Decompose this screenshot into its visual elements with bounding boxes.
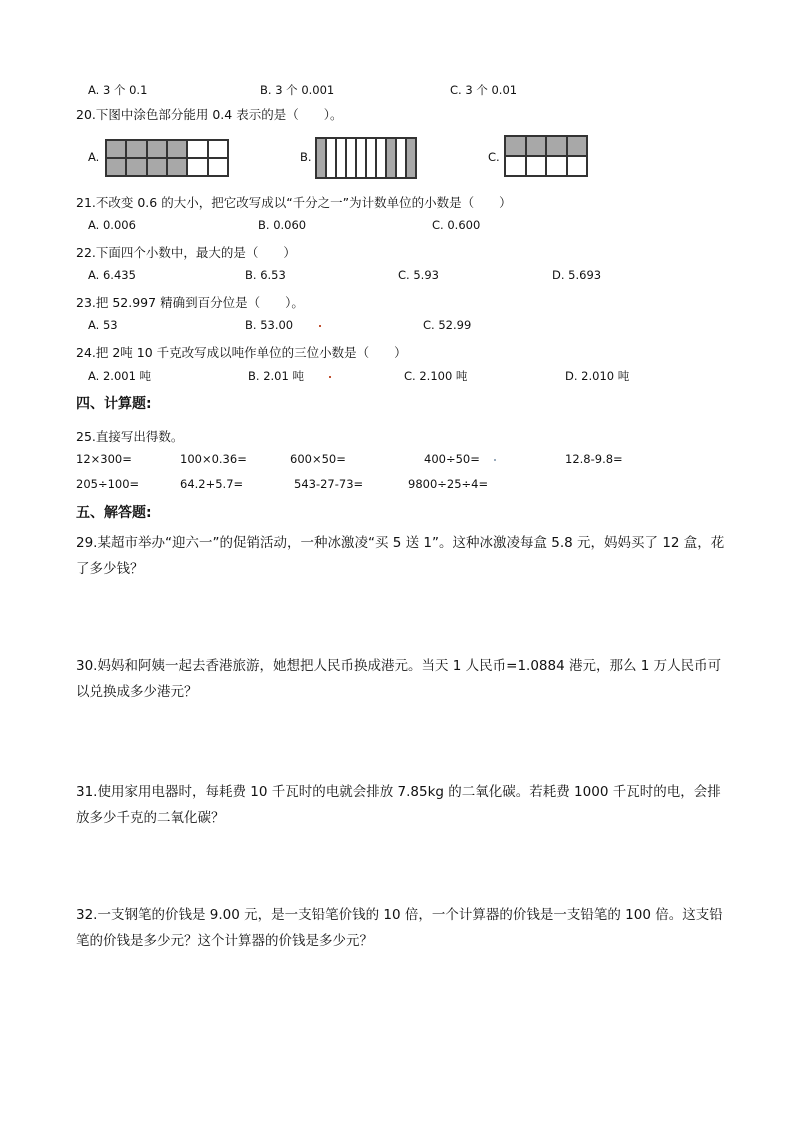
q20-label-b: B. <box>300 150 312 164</box>
grid-cell <box>505 136 526 156</box>
grid-cell <box>147 158 167 176</box>
q32-text: 32.一支钢笔的价钱是 9.00 元，是一支铅笔价钱的 10 倍，一个计算器的价钱是一支铅笔的 100 倍。这支铅笔的价钱是多少元？这个计算器的价钱是多少元？ <box>76 907 723 949</box>
grid-cell <box>126 140 146 158</box>
q23-stem: 23.把 52.997 精确到百分位是（ ）。 <box>76 295 304 310</box>
q19-option-a: A. 3 个 0.1 <box>88 83 148 97</box>
stray-mark <box>319 325 321 327</box>
grid-cell <box>386 138 396 178</box>
q21-option-a: A. 0.006 <box>88 218 136 232</box>
q19-option-c: C. 3 个 0.01 <box>450 83 518 97</box>
calc-item: 600×50= <box>290 452 346 466</box>
q21-option-b: B. 0.060 <box>258 218 307 232</box>
grid-cell <box>187 140 207 158</box>
q22-stem: 22.下面四个小数中，最大的是（ ） <box>76 245 296 260</box>
q24-option-b: B. 2.01 吨 <box>248 369 304 383</box>
grid-cell <box>106 140 126 158</box>
q24-option-a: A. 2.001 吨 <box>88 369 152 383</box>
grid-cell <box>326 138 336 178</box>
calc-item: 543-27-73= <box>294 477 364 491</box>
grid-cell <box>526 136 547 156</box>
grid-cell <box>208 158 228 176</box>
stray-mark <box>494 459 496 461</box>
grid-cell <box>526 156 547 176</box>
q29-text: 29.某超市举办“迎六一”的促销活动，一种冰激凌“买 5 送 1”。这种冰激凌每盒 5.8 元，妈妈买了 12 盒，花了多少钱？ <box>76 535 725 577</box>
stray-mark <box>329 376 331 378</box>
calc-item: 64.2+5.7= <box>180 477 244 491</box>
grid-cell <box>106 158 126 176</box>
q21-option-c: C. 0.600 <box>432 218 481 232</box>
grid-cell <box>208 140 228 158</box>
grid-cell <box>567 136 588 156</box>
section-heading-word-problems: 五、解答题: <box>76 505 152 521</box>
calc-item: 205÷100= <box>76 477 140 491</box>
grid-cell <box>167 158 187 176</box>
q22-option-c: C. 5.93 <box>398 268 439 282</box>
section-heading-calculation: 四、计算题: <box>76 396 152 412</box>
grid-cell <box>366 138 376 178</box>
grid-cell <box>396 138 406 178</box>
grid-cell <box>126 158 146 176</box>
grid-cell <box>316 138 326 178</box>
q24-stem: 24.把 2吨 10 千克改写成以吨作单位的三位小数是（ ） <box>76 345 407 360</box>
grid-cell <box>505 156 526 176</box>
q22-option-d: D. 5.693 <box>552 268 602 282</box>
q25-stem: 25.直接写出得数。 <box>76 429 184 444</box>
calc-item: 400÷50= <box>424 452 480 466</box>
q31-text: 31.使用家用电器时，每耗费 10 千瓦时的电就会排放 7.85kg 的二氧化碳。若耗费 1000 千瓦时的电，会排放多少千克的二氧化碳？ <box>76 784 721 826</box>
calc-item: 12×300= <box>76 452 132 466</box>
q20-label-a: A. <box>88 150 100 164</box>
q20-stem: 20.下图中涂色部分能用 0.4 表示的是（ ）。 <box>76 107 343 122</box>
grid-cell <box>147 140 167 158</box>
grid-cell <box>376 138 386 178</box>
grid-cell <box>187 158 207 176</box>
calc-item: 9800÷25÷4= <box>408 477 489 491</box>
grid-cell <box>567 156 588 176</box>
q19-option-b: B. 3 个 0.001 <box>260 83 335 97</box>
q22-option-b: B. 6.53 <box>245 268 286 282</box>
q20-figure-c <box>504 135 588 177</box>
q21-stem: 21.不改变 0.6 的大小，把它改写成以“千分之一”为计数单位的小数是（ ） <box>76 195 512 210</box>
q30-text: 30.妈妈和阿姨一起去香港旅游，她想把人民币换成港元。当天 1 人民币=1.0884 港元，那么 1 万人民币可以兑换成多少港元？ <box>76 658 722 700</box>
grid-cell <box>406 138 416 178</box>
grid-cell <box>346 138 356 178</box>
q20-figure-b <box>315 137 417 179</box>
q24-option-d: D. 2.010 吨 <box>565 369 630 383</box>
q23-option-b: B. 53.00 <box>245 318 294 332</box>
calc-item: 100×0.36= <box>180 452 247 466</box>
grid-cell <box>546 156 567 176</box>
grid-cell <box>336 138 346 178</box>
grid-cell <box>546 136 567 156</box>
grid-cell <box>167 140 187 158</box>
q20-figure-a <box>105 139 229 177</box>
q24-option-c: C. 2.100 吨 <box>404 369 468 383</box>
calc-item: 12.8-9.8= <box>565 452 623 466</box>
q23-option-a: A. 53 <box>88 318 118 332</box>
q22-option-a: A. 6.435 <box>88 268 136 282</box>
q23-option-c: C. 52.99 <box>423 318 472 332</box>
grid-cell <box>356 138 366 178</box>
q20-label-c: C. <box>488 150 500 164</box>
